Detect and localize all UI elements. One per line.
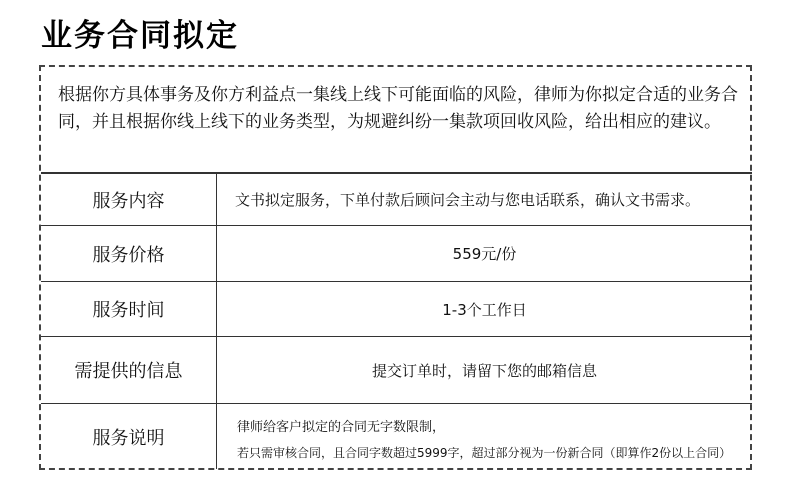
intro-paragraph: 根据你方具体事务及你方利益点一集线上线下可能面临的风险，律师为你拟定合适的业务合同，并且根据你线上线下的业务类型，为规避纠纷一集款项回收风险，给出相应的建议。 <box>58 85 738 132</box>
table-row-label-content: 服务内容 <box>92 190 165 212</box>
table-row-label-info: 需提供的信息 <box>74 361 183 382</box>
table-row-value-content: 文书拟定服务，下单付款后顾问会主动与您电话联系，确认文书需求。 <box>235 191 701 209</box>
table-row-value-notes-line-1: 律师给客户拟定的合同无字数限制， <box>237 420 446 435</box>
table-row-label-time: 服务时间 <box>92 300 165 321</box>
table-row-label-notes: 服务说明 <box>92 428 165 449</box>
page-title: 业务合同拟定 <box>41 18 239 54</box>
table-row-value-notes-line-2: 若只需审核合同，且合同字数超过5999字，超过部分视为一份新合同（即算作2份以上合同） <box>237 446 732 460</box>
table-row-value-info: 提交订单时，请留下您的邮箱信息 <box>371 361 597 380</box>
table-row-value-price: 559元/份 <box>452 245 517 263</box>
table-row-value-time: 1-3个工作日 <box>442 300 527 319</box>
table-row-label-price: 服务价格 <box>92 244 165 266</box>
